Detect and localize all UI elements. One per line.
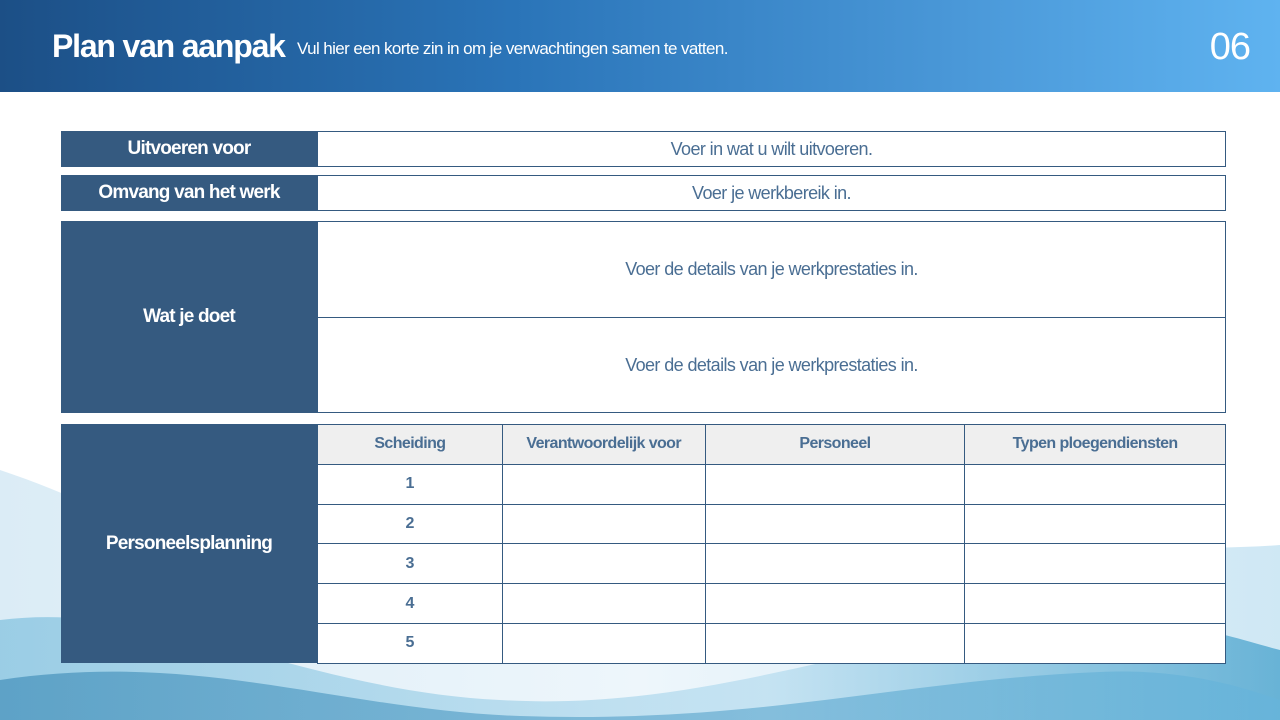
table-cell[interactable]: 5 [318,623,503,663]
label-personeelsplanning: Personeelsplanning [61,424,317,663]
column-header-personeel: Personeel [705,425,965,465]
table-cell[interactable] [965,464,1226,504]
page-subtitle: Vul hier een korte zin in om je verwachtingen samen te vatten. [297,39,728,58]
label-wat-je-doet: Wat je doet [61,221,317,413]
table-cell[interactable]: 1 [318,464,503,504]
detail-row-1[interactable]: Voer de details van je werkprestaties in. [318,222,1225,318]
table-cell[interactable] [705,584,965,624]
table-row [318,623,1226,663]
label-omvang-van-het-werk: Omvang van het werk [61,175,317,211]
table-cell[interactable]: 2 [318,504,503,544]
column-header-scheiding: Scheiding [318,425,503,465]
table-header-row [318,425,1226,465]
wat-je-doet-details [317,221,1226,413]
value-uitvoeren-voor[interactable]: Voer in wat u wilt uitvoeren. [317,131,1226,167]
table-row [318,544,1226,584]
table-cell[interactable] [502,584,705,624]
value-omvang-van-het-werk[interactable]: Voer je werkbereik in. [317,175,1226,211]
table-cell[interactable] [705,544,965,584]
table-cell[interactable] [965,584,1226,624]
label-uitvoeren-voor: Uitvoeren voor [61,131,317,167]
table-cell[interactable] [502,623,705,663]
table-cell[interactable] [965,544,1226,584]
table-cell[interactable] [502,504,705,544]
detail-row-2[interactable]: Voer de details van je werkprestaties in. [625,355,918,375]
table-cell[interactable] [705,623,965,663]
table-cell[interactable] [965,623,1226,663]
page-title: Plan van aanpak [52,28,285,64]
header-banner [0,0,1280,92]
personeelsplanning-table [317,424,1226,664]
column-header-verantwoordelijk-voor: Verantwoordelijk voor [502,425,705,465]
column-header-typen-ploegendiensten: Typen ploegendiensten [965,425,1226,465]
table-row [318,504,1226,544]
page-number: 06 [1209,26,1250,68]
table-cell[interactable] [705,504,965,544]
table-cell[interactable] [705,464,965,504]
table-cell[interactable] [502,544,705,584]
table-row [318,584,1226,624]
table-row [318,464,1226,504]
table-cell[interactable] [965,504,1226,544]
table-cell[interactable] [502,464,705,504]
table-cell[interactable]: 4 [318,584,503,624]
table-cell[interactable]: 3 [318,544,503,584]
